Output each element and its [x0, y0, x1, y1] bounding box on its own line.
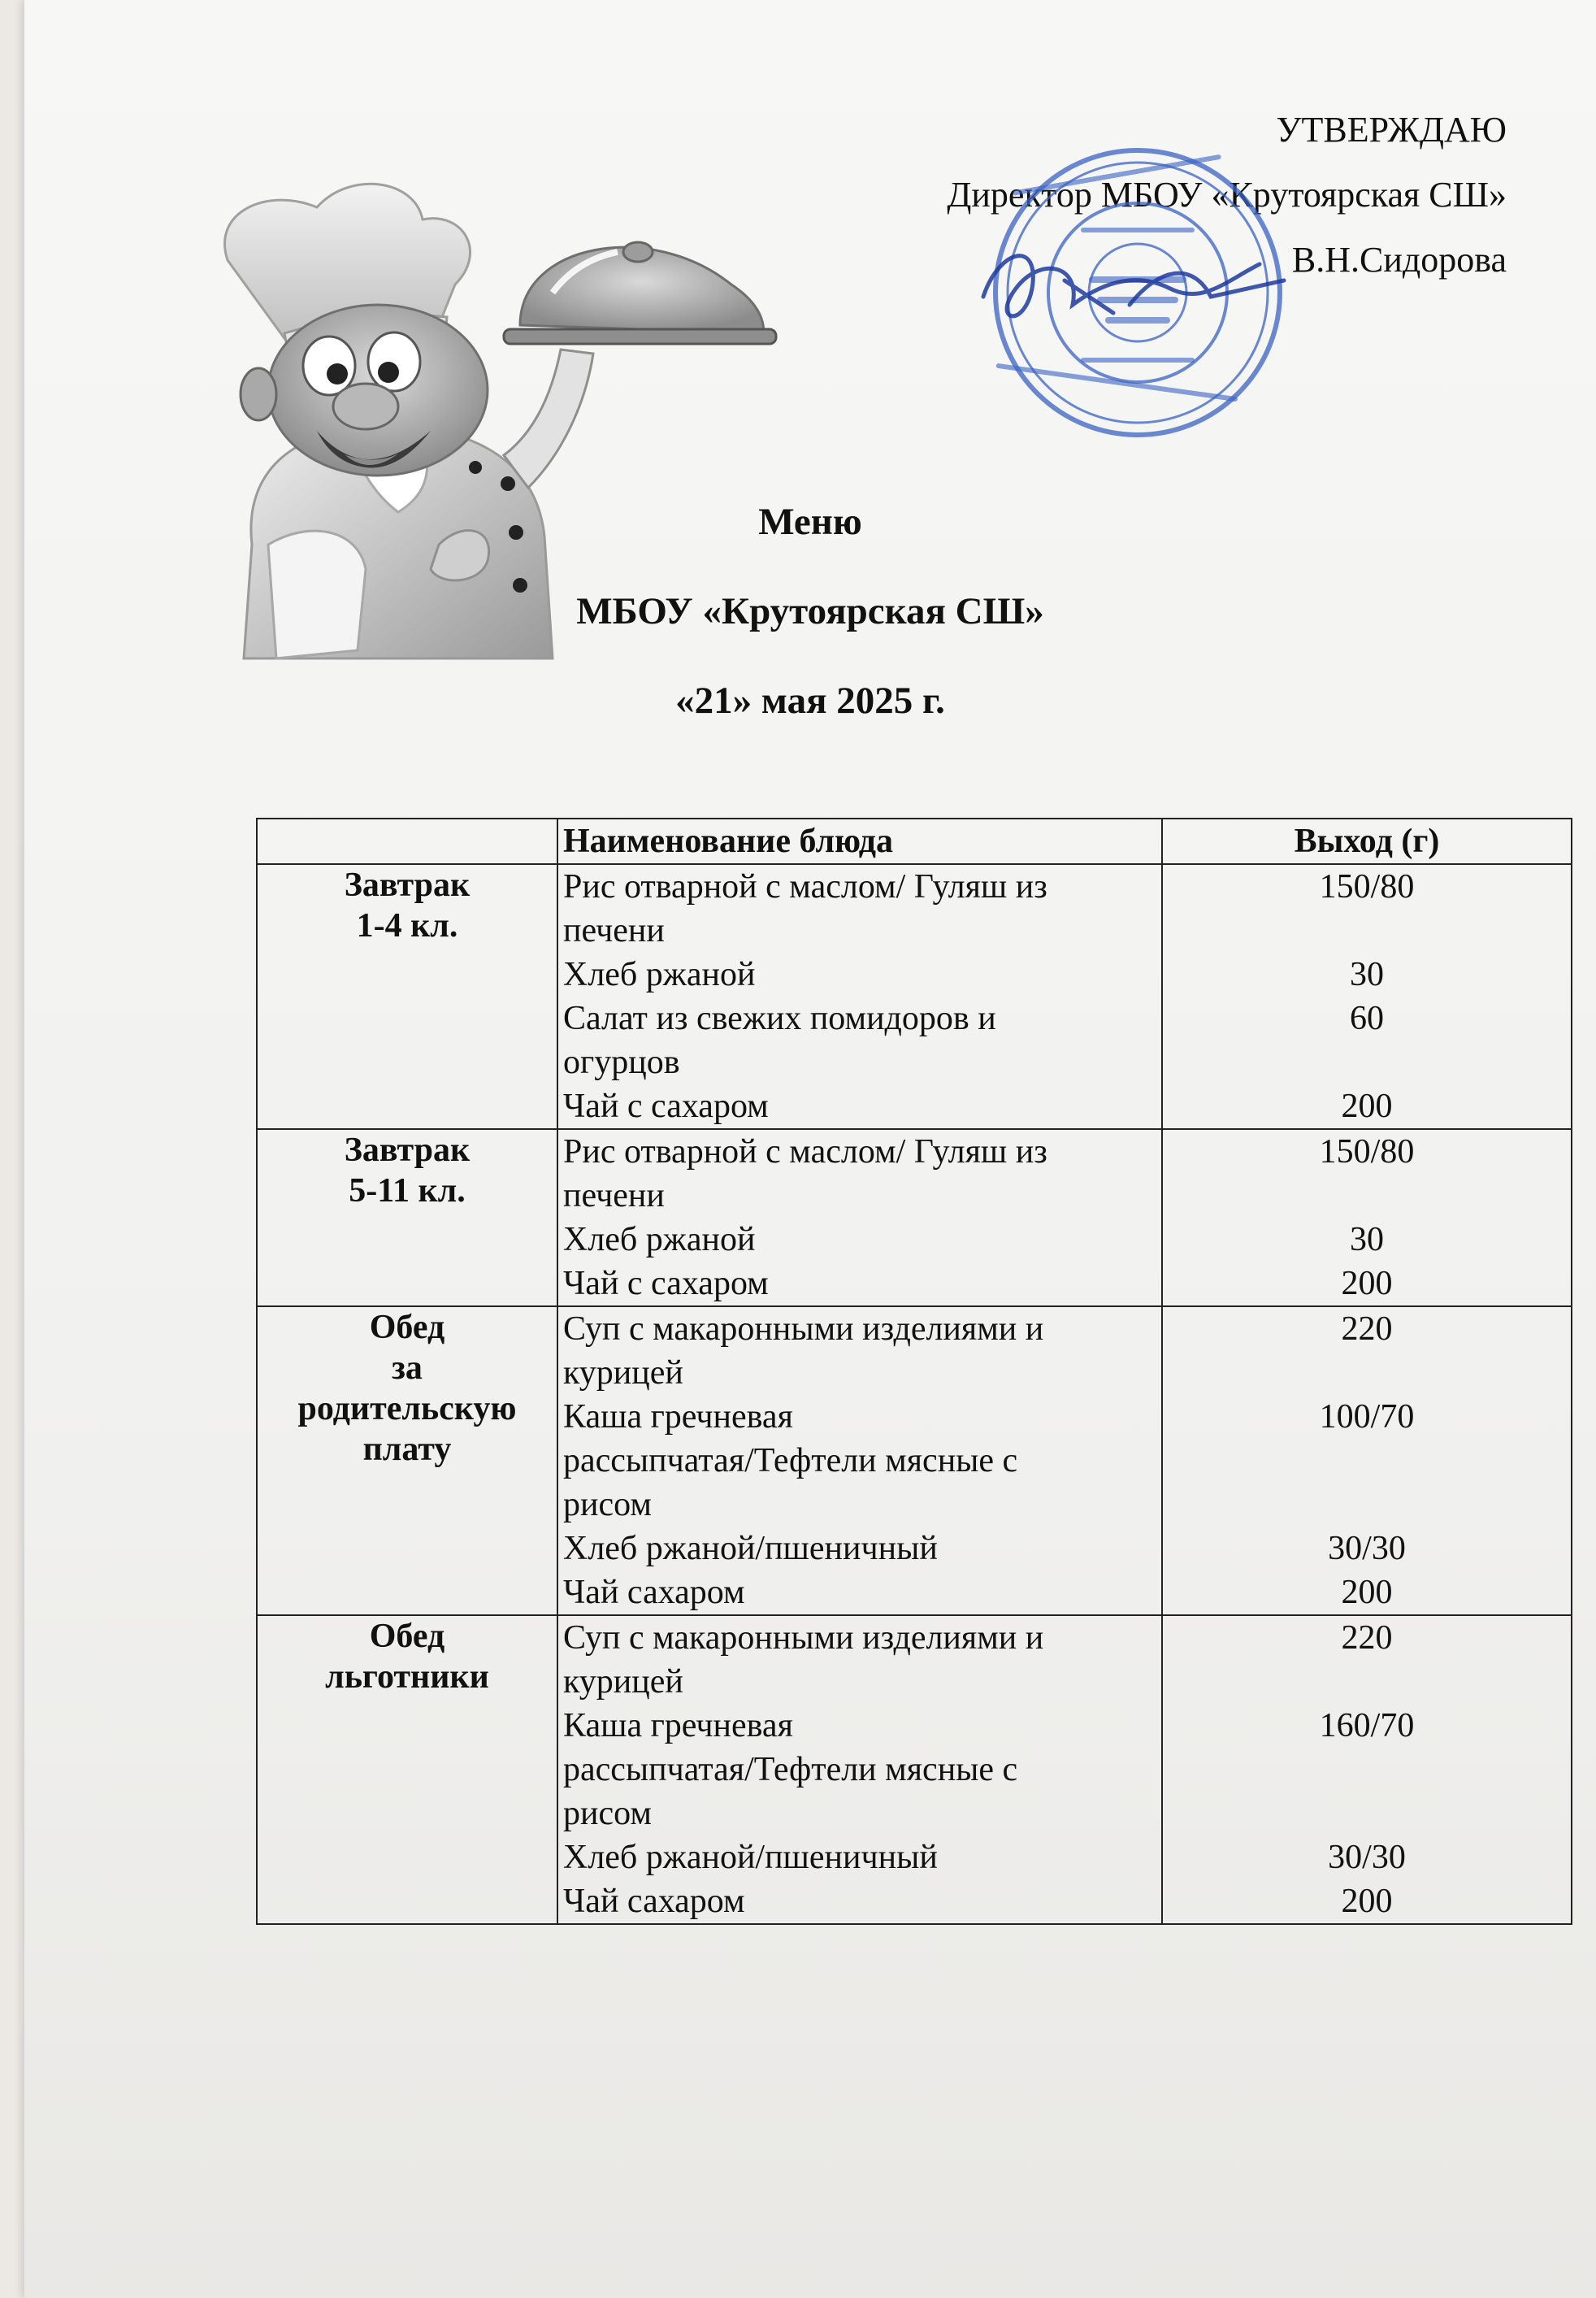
dish-name: рисом [563, 1486, 652, 1523]
dish-name: рисом [563, 1795, 652, 1832]
meal-label: Завтрак [344, 1132, 471, 1169]
dish-name: Салат из свежих помидоров и [563, 1000, 996, 1037]
dish-name: рассыпчатая/Тефтели мясные с [563, 1442, 1018, 1479]
dish-cell [557, 1615, 1162, 1924]
dish-name: рассыпчатая/Тефтели мясные с [563, 1751, 1018, 1788]
meal-label: за [392, 1349, 423, 1387]
dish-weight: 30 [1350, 1221, 1384, 1258]
dish-weight: 160/70 [1319, 1707, 1415, 1744]
approval-position: Директор МБОУ «Крутоярская СШ» [947, 175, 1507, 215]
weight-cell [1162, 864, 1572, 1129]
header-dish: Наименование блюда [557, 819, 1162, 864]
dish-weight: 60 [1350, 1000, 1384, 1037]
meal-label: Обед [369, 1618, 445, 1655]
dish-weight: 30 [1350, 956, 1384, 993]
meal-cell [257, 1615, 557, 1924]
weight-cell [1162, 1129, 1572, 1306]
dish-name: курицей [563, 1663, 683, 1701]
school-name: МБОУ «Крутоярская СШ» [576, 590, 1044, 632]
dish-name: Рис отварной с маслом/ Гуляш из [563, 1133, 1047, 1171]
document-page [24, 0, 1596, 2298]
table-header-row [257, 819, 1572, 864]
dish-name: Хлеб ржаной [563, 1221, 756, 1258]
meal-label: 1-4 кл. [356, 907, 458, 945]
dish-cell [557, 864, 1162, 1129]
dish-name: Каша гречневая [563, 1398, 793, 1436]
meal-cell [257, 1306, 557, 1615]
dish-weight: 30/30 [1328, 1839, 1406, 1876]
dish-name: Чай сахаром [563, 1883, 745, 1920]
dish-name: печени [563, 1177, 665, 1214]
dish-name: Рис отварной с маслом/ Гуляш из [563, 868, 1047, 906]
weight-cell [1162, 1306, 1572, 1615]
dish-weight: 220 [1341, 1619, 1393, 1657]
approval-name: В.Н.Сидорова [1291, 240, 1507, 280]
meal-cell [257, 864, 557, 1129]
dish-name: Чай с сахаром [563, 1088, 769, 1125]
meal-label: плату [362, 1431, 452, 1468]
dish-name: Каша гречневая [563, 1707, 793, 1744]
table-row [257, 1615, 1572, 1924]
dish-weight: 220 [1341, 1310, 1393, 1348]
table-row [257, 1129, 1572, 1306]
approval-title: УТВЕРЖДАЮ [1276, 110, 1507, 150]
dish-weight: 150/80 [1319, 868, 1415, 906]
meal-cell [257, 1129, 557, 1306]
meal-label: льготники [325, 1658, 489, 1696]
weight-cell [1162, 1615, 1572, 1924]
meal-label: родительскую [297, 1390, 517, 1427]
director-signature-icon [967, 232, 1292, 345]
dish-name: курицей [563, 1354, 683, 1392]
dish-weight: 200 [1341, 1883, 1393, 1920]
dish-cell [557, 1306, 1162, 1615]
dish-name: Хлеб ржаной [563, 956, 756, 993]
dish-name: Суп с макаронными изделиями и [563, 1619, 1044, 1657]
meal-label: 5-11 кл. [349, 1172, 466, 1210]
meal-label: Завтрак [344, 867, 471, 904]
menu-date: «21» мая 2025 г. [675, 680, 945, 722]
dish-name: печени [563, 912, 665, 949]
dish-name: Хлеб ржаной/пшеничный [563, 1839, 938, 1876]
dish-weight: 150/80 [1319, 1133, 1415, 1171]
dish-name: огурцов [563, 1044, 680, 1081]
meal-label: Обед [369, 1309, 445, 1346]
menu-title: Меню [758, 501, 862, 543]
menu-table [256, 818, 1572, 1925]
dish-name: Суп с макаронными изделиями и [563, 1310, 1044, 1348]
table-row [257, 864, 1572, 1129]
dish-name: Чай сахаром [563, 1574, 745, 1611]
header-weight: Выход (г) [1162, 819, 1572, 864]
dish-name: Чай с сахаром [563, 1265, 769, 1302]
dish-name: Хлеб ржаной/пшеничный [563, 1530, 938, 1567]
dish-weight: 30/30 [1328, 1530, 1406, 1567]
header-meal [257, 819, 557, 864]
dish-cell [557, 1129, 1162, 1306]
dish-weight: 200 [1341, 1574, 1393, 1611]
dish-weight: 200 [1341, 1265, 1393, 1302]
dish-weight: 200 [1341, 1088, 1393, 1125]
table-row [257, 1306, 1572, 1615]
dish-weight: 100/70 [1319, 1398, 1415, 1436]
